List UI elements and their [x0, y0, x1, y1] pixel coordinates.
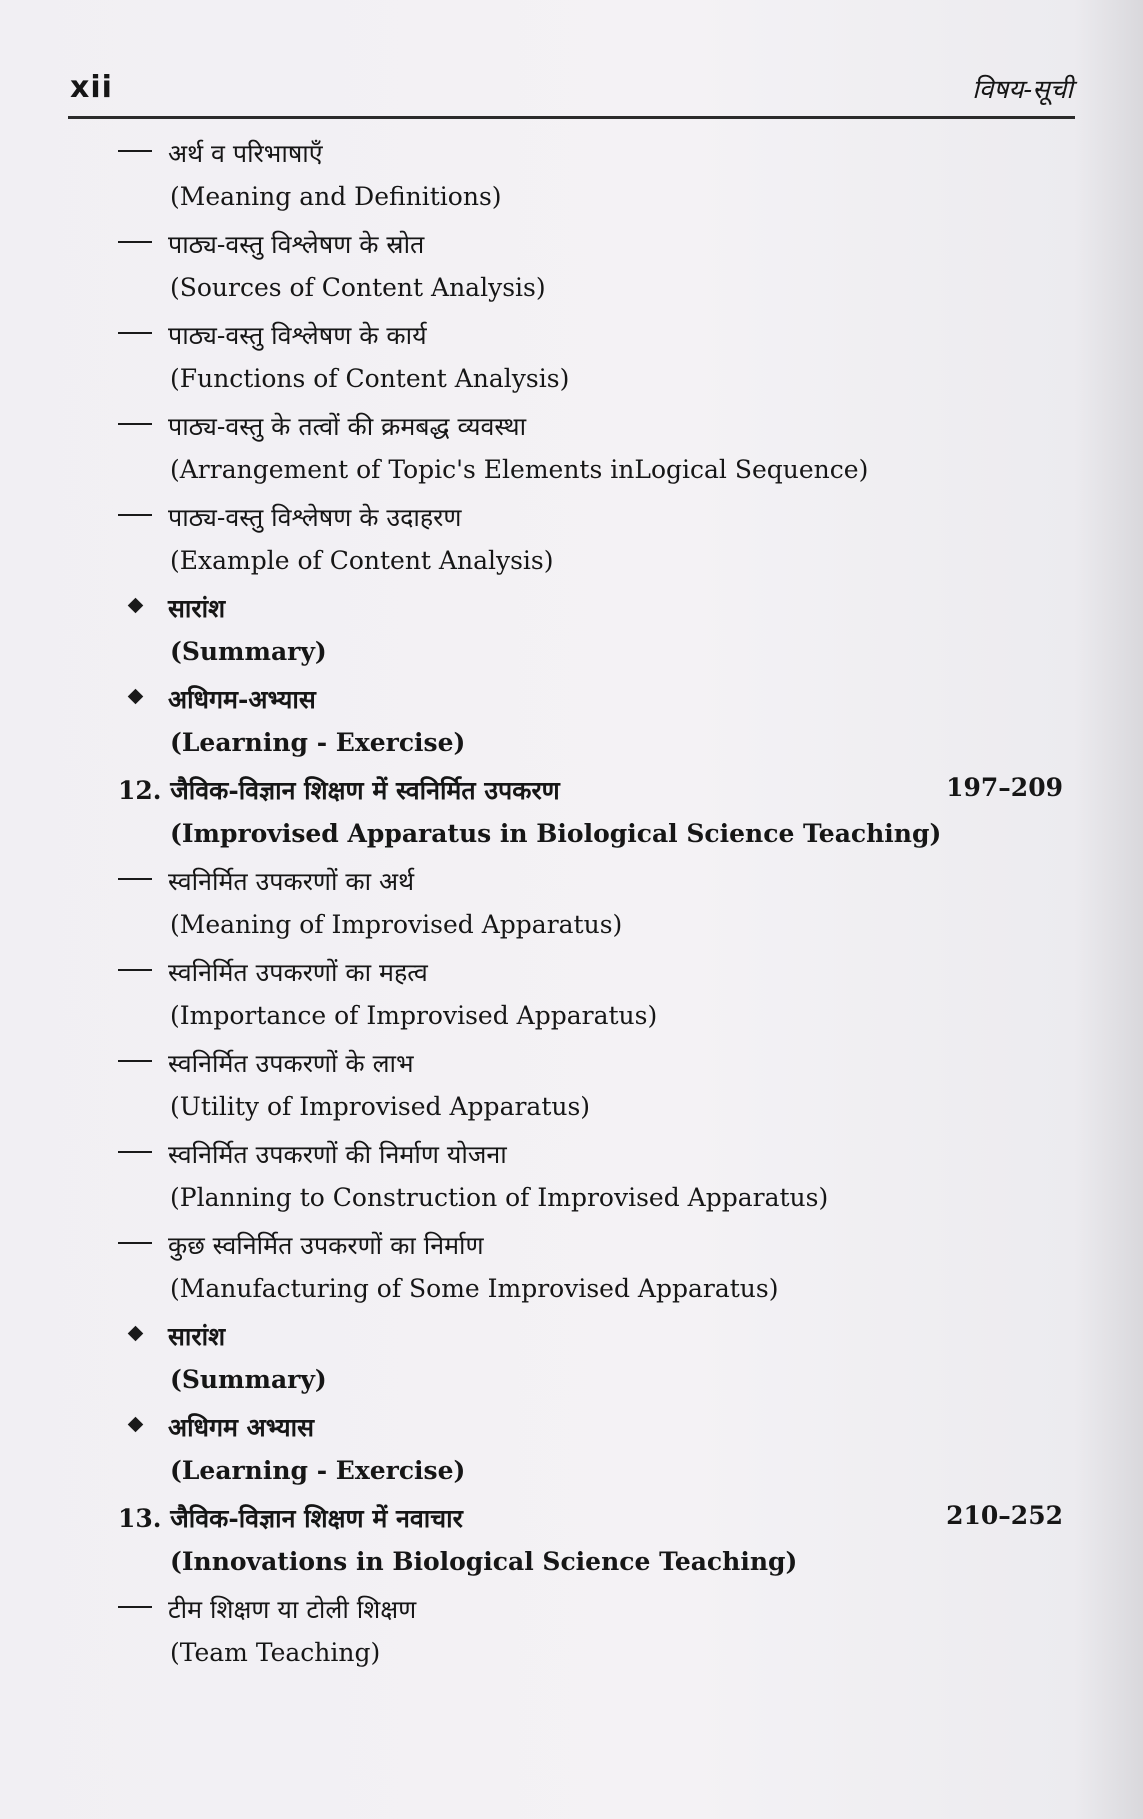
toc-entry-hindi-line: [118, 403, 1063, 449]
toc-entry-english-line: [118, 358, 1063, 404]
toc-entry-hindi-line: [118, 1404, 1063, 1450]
chapter-title-english: (Innovations in Biological Science Teaching): [170, 1546, 798, 1576]
toc-item-english: (Sources of Content Analysis): [170, 272, 546, 302]
toc-item-english: (Manufacturing of Some Improvised Apparatus): [170, 1273, 779, 1303]
chapter-title-english: (Improvised Apparatus in Biological Science Teaching): [170, 818, 942, 848]
dash-marker: [118, 1606, 152, 1608]
toc-item-english: (Learning - Exercise): [170, 727, 466, 757]
dash-marker: [118, 241, 152, 243]
page-header: [68, 60, 1075, 119]
toc-item-hindi: स्वनिर्मित उपकरणों के लाभ: [168, 1049, 414, 1078]
toc-entry-hindi-line: [118, 1495, 1063, 1541]
dash-marker: [118, 1242, 152, 1244]
toc-entry-english-line: [118, 1268, 1063, 1314]
chapter-title-hindi: 13. जैविक-विज्ञान शिक्षण में नवाचार: [118, 1504, 463, 1533]
dash-marker: [118, 423, 152, 425]
toc-item-english: (Example of Content Analysis): [170, 545, 554, 575]
dash-marker: [118, 150, 152, 152]
dash-marker: [118, 332, 152, 334]
toc-item-hindi: पाठ्य-वस्तु विश्लेषण के उदाहरण: [168, 503, 462, 532]
toc-entry-english-line: [118, 267, 1063, 313]
toc-entry-hindi-line: [118, 676, 1063, 722]
toc-entry-hindi-line: [118, 1313, 1063, 1359]
diamond-bullet-icon: [128, 689, 144, 705]
toc-entry-hindi-line: [118, 1586, 1063, 1632]
toc-item-english: (Summary): [170, 1364, 327, 1394]
toc-item-hindi: पाठ्य-वस्तु विश्लेषण के स्रोत: [168, 230, 425, 259]
toc-item-english: (Summary): [170, 636, 327, 666]
toc-entry-english-line: [118, 1177, 1063, 1223]
toc-item-hindi: अधिगम अभ्यास: [168, 1413, 315, 1442]
toc-entry-english-line: [118, 540, 1063, 586]
toc-entry-english-line: [118, 631, 1063, 677]
toc-item-hindi: अर्थ व परिभाषाएँ: [168, 139, 323, 168]
toc-entry-hindi-line: [118, 1040, 1063, 1086]
diamond-bullet-icon: [128, 598, 144, 614]
toc-entry-english-line: [118, 813, 1063, 859]
page-number: xii: [70, 70, 113, 105]
toc-item-hindi: स्वनिर्मित उपकरणों का महत्व: [168, 958, 428, 987]
toc-entry-hindi-line: [118, 858, 1063, 904]
toc-entry-english-line: [118, 904, 1063, 950]
toc-entry-hindi-line: [118, 312, 1063, 358]
diamond-bullet-icon: [128, 1417, 144, 1433]
toc-item-hindi: स्वनिर्मित उपकरणों की निर्माण योजना: [168, 1140, 507, 1169]
toc-item-english: (Meaning of Improvised Apparatus): [170, 909, 623, 939]
toc-entry-english-line: [118, 1086, 1063, 1132]
diamond-bullet-icon: [128, 1326, 144, 1342]
toc-entry-english-line: [118, 1359, 1063, 1405]
chapter-page-range: 210–252: [946, 1501, 1063, 1530]
toc-item-hindi: अधिगम-अभ्यास: [168, 685, 316, 714]
toc-item-english: (Importance of Improvised Apparatus): [170, 1000, 658, 1030]
toc-item-hindi: सारांश: [168, 1322, 226, 1351]
toc-entry-hindi-line: [118, 494, 1063, 540]
toc-item-hindi: स्वनिर्मित उपकरणों का अर्थ: [168, 867, 415, 896]
running-title: विषय-सूची: [972, 75, 1073, 105]
toc-item-hindi: सारांश: [168, 594, 226, 623]
dash-marker: [118, 1060, 152, 1062]
toc-item-hindi: टीम शिक्षण या टोली शिक्षण: [168, 1595, 417, 1624]
toc-item-hindi: पाठ्य-वस्तु विश्लेषण के कार्य: [168, 321, 427, 350]
toc-item-english: (Arrangement of Topic's Elements inLogical Sequence): [170, 454, 869, 484]
table-of-contents: [118, 130, 1063, 1677]
toc-entry-english-line: [118, 995, 1063, 1041]
toc-item-english: (Learning - Exercise): [170, 1455, 466, 1485]
toc-entry-english-line: [118, 449, 1063, 495]
chapter-page-range: 197–209: [946, 773, 1063, 802]
chapter-title-hindi: 12. जैविक-विज्ञान शिक्षण में स्वनिर्मित उपकरण: [118, 776, 560, 805]
dash-marker: [118, 514, 152, 516]
toc-entry-hindi-line: [118, 949, 1063, 995]
toc-entry-english-line: [118, 722, 1063, 768]
toc-entry-hindi-line: [118, 1222, 1063, 1268]
toc-entry-english-line: [118, 1541, 1063, 1587]
dash-marker: [118, 969, 152, 971]
toc-entry-hindi-line: [118, 767, 1063, 813]
toc-entry-hindi-line: [118, 585, 1063, 631]
toc-entry-english-line: [118, 1450, 1063, 1496]
toc-item-hindi: कुछ स्वनिर्मित उपकरणों का निर्माण: [168, 1231, 484, 1260]
toc-item-english: (Team Teaching): [170, 1637, 381, 1667]
toc-item-english: (Functions of Content Analysis): [170, 363, 570, 393]
dash-marker: [118, 1151, 152, 1153]
toc-entry-hindi-line: [118, 221, 1063, 267]
toc-entry-english-line: [118, 1632, 1063, 1678]
toc-item-english: (Utility of Improvised Apparatus): [170, 1091, 591, 1121]
toc-entry-hindi-line: [118, 1131, 1063, 1177]
toc-item-english: (Meaning and Definitions): [170, 181, 502, 211]
toc-entry-english-line: [118, 176, 1063, 222]
toc-item-english: (Planning to Construction of Improvised Apparatus): [170, 1182, 829, 1212]
toc-entry-hindi-line: [118, 130, 1063, 176]
dash-marker: [118, 878, 152, 880]
toc-item-hindi: पाठ्य-वस्तु के तत्वों की क्रमबद्ध व्यवस्था: [168, 412, 527, 441]
